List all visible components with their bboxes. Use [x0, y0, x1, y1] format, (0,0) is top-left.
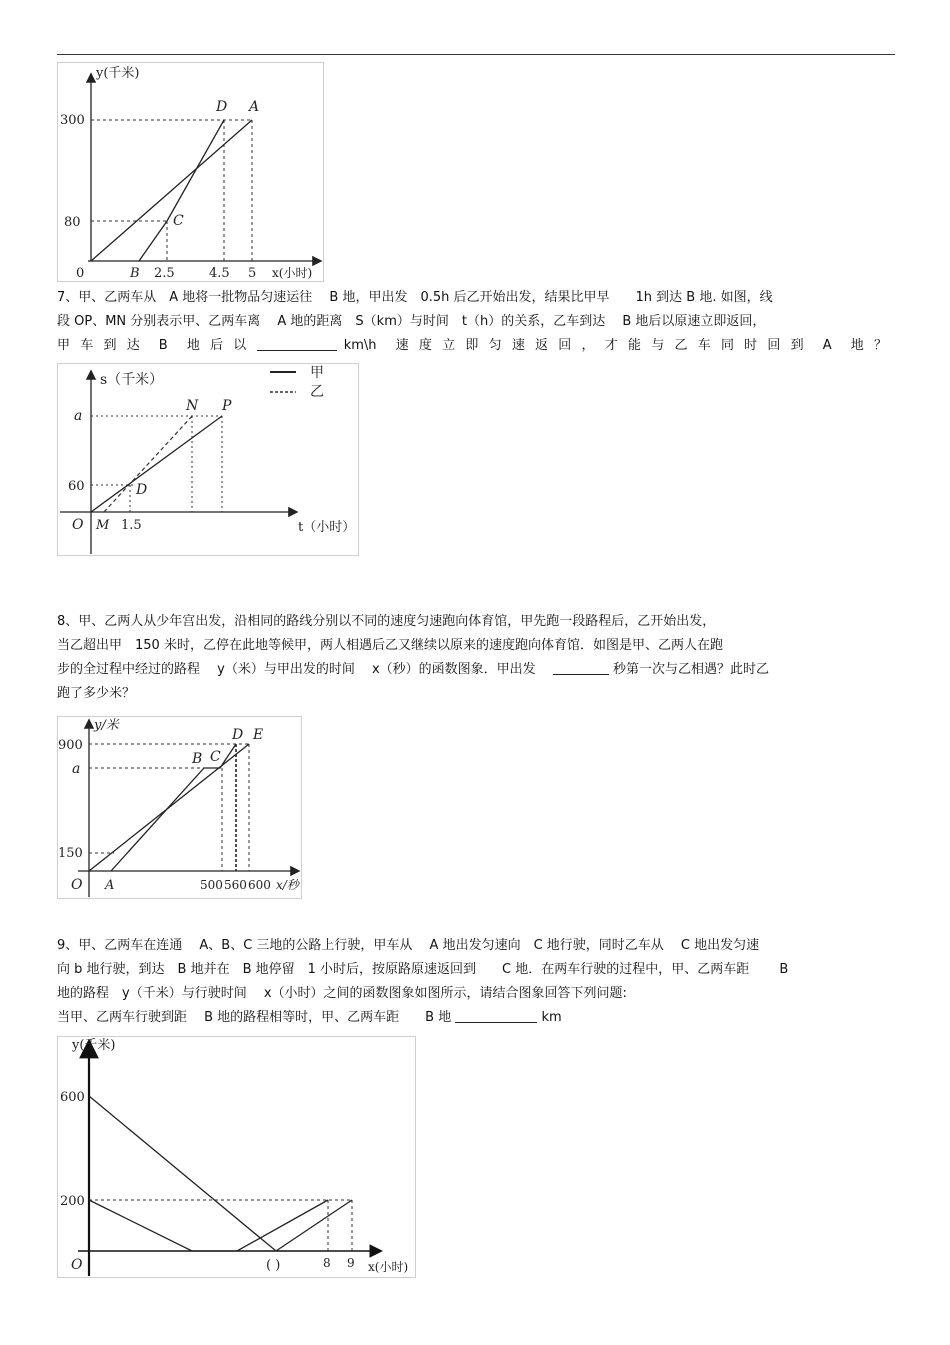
- y-tick-600: 600: [60, 1090, 85, 1105]
- q9-line-4-before: 当甲、乙两车行驶到距 B 地的路程相等时，甲、乙两车距 B 地: [57, 1010, 452, 1025]
- q7-line-3-after: km\h 速 度 立 即 匀 速 返 回 ， 才 能 与 乙 车 同 时 回 到 A 地 ？: [343, 338, 887, 353]
- x-tick-9: 9: [347, 1256, 355, 1270]
- y-tick-150: 150: [58, 846, 83, 861]
- s-tick-a: a: [74, 408, 83, 424]
- line-yi: [89, 1200, 328, 1251]
- figure-q6-graph: [57, 62, 324, 282]
- s-axis-label: s（千米）: [100, 372, 164, 388]
- point-label-A: A: [249, 99, 260, 115]
- question-7: [57, 286, 887, 358]
- line-BCD: [139, 120, 224, 261]
- y-axis-label: y/米: [94, 718, 119, 733]
- x-axis-label: x(小时): [272, 266, 313, 280]
- q8-line-3-before: 步的全过程中经过的路程 y（米）与甲出发的时间 x（秒）的函数图象．甲出发: [57, 662, 553, 677]
- x-tick-560: 560: [224, 878, 247, 892]
- point-label-D: D: [136, 482, 148, 498]
- question-8: [57, 610, 887, 706]
- q7-answer-blank[interactable]: [257, 336, 337, 351]
- x-tick-O: O: [71, 877, 83, 893]
- legend-label-yi: 乙: [310, 384, 324, 400]
- point-label-P: P: [222, 398, 232, 414]
- q8-answer-blank[interactable]: [553, 660, 609, 675]
- x-tick-2-5: 2.5: [154, 266, 175, 281]
- y-axis-label: y(千米): [72, 1038, 116, 1053]
- point-label-C: C: [173, 213, 184, 229]
- q7-line-3-before: 甲 车 到 达 B 地 后 以: [57, 338, 250, 353]
- x-tick-blank: ( ): [266, 1258, 281, 1273]
- q9-line-4-after: km: [541, 1010, 562, 1025]
- q9-line-3: 地的路程 y（千米）与行驶时间 x（小时）之间的函数图象如图所示，请结合图象回答下列问题:: [57, 986, 627, 1001]
- t-axis-label: t（小时）: [298, 520, 356, 535]
- q7-line-2: 段 OP、MN 分别表示甲、乙两车离 A 地的距离 S（km）与时间 t（h）的关系，乙车到达 B 地后以原速立即返回，: [57, 314, 766, 329]
- figure-q8-svg: [58, 717, 301, 898]
- x-axis-label: x/秒: [276, 878, 299, 892]
- x-tick-600: 600: [248, 878, 271, 892]
- q9-answer-blank[interactable]: [455, 1008, 537, 1023]
- line-jia: [89, 1096, 352, 1251]
- line-MN: [104, 414, 194, 512]
- y-tick-900: 900: [58, 738, 83, 753]
- y-tick-80: 80: [64, 215, 81, 230]
- point-label-B: B: [192, 751, 203, 767]
- header-rule: [57, 54, 895, 55]
- figure-q7-graph: [57, 363, 359, 556]
- line-OP: [91, 416, 222, 512]
- figure-q7-svg: [58, 364, 358, 555]
- x-tick-A: A: [105, 878, 115, 893]
- q8-line-3-after: 秒第一次与乙相遇？此时乙: [612, 662, 769, 677]
- q7-line-3: [57, 334, 887, 358]
- y-tick-a: a: [72, 761, 81, 777]
- point-label-E: E: [253, 727, 264, 743]
- q8-line-3: [57, 658, 887, 682]
- t-tick-1-5: 1.5: [121, 518, 142, 533]
- point-label-D: D: [216, 99, 228, 115]
- t-tick-M: M: [96, 518, 110, 533]
- q8-line-2: 当乙超出甲 150 米时，乙停在此地等候甲，两人相遇后乙又继续以原来的速度跑向体育馆．如图是甲、乙两人在跑: [57, 638, 723, 653]
- figure-q6-svg: [58, 63, 323, 281]
- x-tick-0: 0: [76, 266, 85, 281]
- q9-line-2: 向 b 地行驶，到达 B 地并在 B 地停留 1 小时后，按原路原速返回到 C 地．在两车行驶的过程中，甲、乙两车距 B: [57, 962, 789, 977]
- q9-line-1: 9、甲、乙两车在连通 A、B、C 三地的公路上行驶，甲车从 A 地出发匀速向 C 地行驶，同时乙车从 C 地出发匀速: [57, 938, 760, 953]
- q8-line-4: 跑了多少米？: [57, 686, 136, 701]
- x-tick-500: 500: [200, 878, 223, 892]
- figure-q8-graph: [57, 716, 302, 899]
- t-tick-O: O: [72, 517, 84, 533]
- x-tick-8: 8: [323, 1256, 331, 1270]
- point-label-D: D: [232, 727, 244, 743]
- x-tick-B: B: [130, 266, 140, 281]
- x-tick-5: 5: [248, 266, 257, 281]
- q7-line-1: 7、甲、乙两车从 A 地将一批物品匀速运往 B 地，甲出发 0.5h 后乙开始出发，结果比甲早 1h 到达 B 地. 如图，线: [57, 290, 773, 305]
- q9-line-4: [57, 1006, 887, 1030]
- x-tick-4-5: 4.5: [209, 266, 230, 281]
- q8-line-1: 8、甲、乙两人从少年宫出发，沿相同的路线分别以不同的速度匀速跑向体育馆，甲先跑一段路程后，乙开始出发，: [57, 614, 716, 629]
- s-tick-60: 60: [68, 479, 85, 494]
- question-9: [57, 934, 887, 1030]
- figure-q9-svg: [58, 1037, 415, 1277]
- x-axis-label: x(小时): [368, 1260, 409, 1274]
- y-tick-200: 200: [60, 1194, 85, 1209]
- point-label-N: N: [186, 398, 199, 414]
- y-axis-label: y(千米): [96, 66, 140, 81]
- legend-label-jia: 甲: [310, 365, 324, 381]
- figure-q9-graph: [57, 1036, 416, 1278]
- line-OA: [91, 120, 252, 261]
- y-tick-300: 300: [60, 113, 85, 128]
- point-label-C: C: [210, 749, 221, 765]
- x-tick-O: O: [71, 1257, 83, 1273]
